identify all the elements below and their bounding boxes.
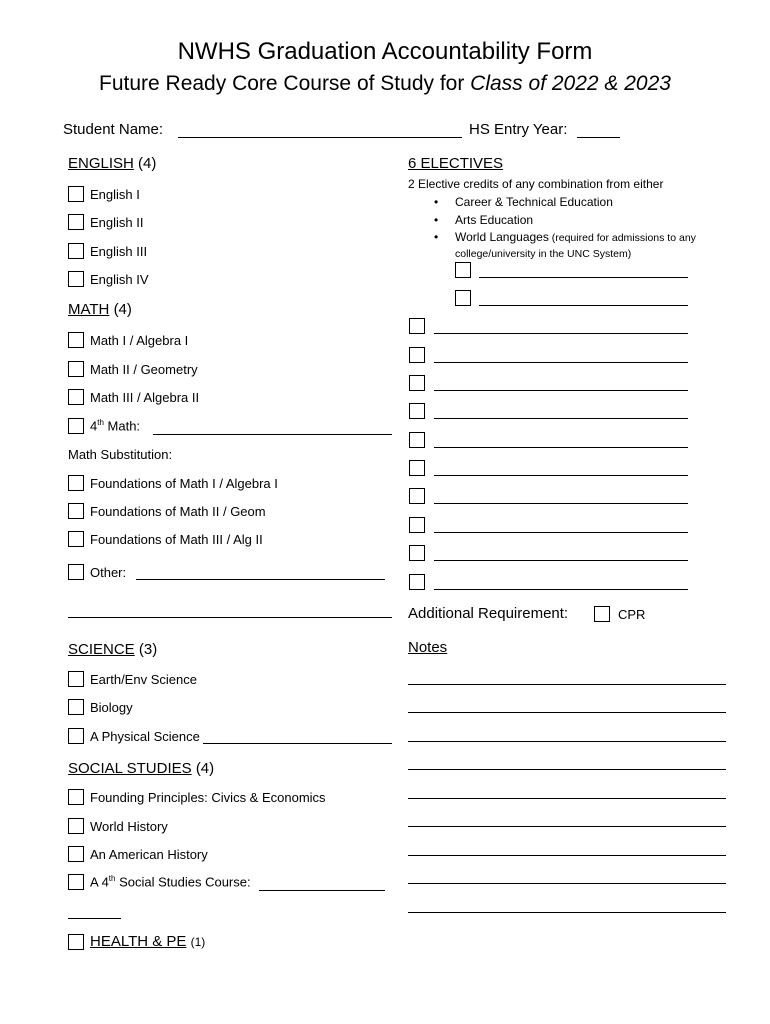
math-item[interactable] [68, 361, 198, 377]
elective-checkbox[interactable] [409, 403, 425, 419]
wl-note-1: (required for admissions to any [548, 232, 696, 244]
cpr-checkbox[interactable] [594, 606, 610, 622]
checkbox[interactable] [68, 361, 84, 377]
checkbox[interactable] [68, 389, 84, 405]
math-item[interactable] [68, 332, 188, 348]
bullet-item [430, 212, 696, 230]
elective-checkbox[interactable] [409, 375, 425, 391]
english-item-label: English III [90, 243, 148, 259]
elective-field[interactable] [434, 333, 688, 334]
checkbox[interactable] [68, 418, 84, 434]
health-pe-count: (1) [190, 934, 206, 949]
student-name-field[interactable] [178, 137, 462, 138]
checkbox[interactable] [68, 332, 84, 348]
notes-line[interactable] [408, 798, 726, 799]
elective-field[interactable] [434, 503, 688, 504]
physical-science-field[interactable] [203, 743, 392, 744]
math-4th-sup: th [97, 418, 104, 428]
math-4th-label [90, 418, 140, 433]
form-title: NWHS Graduation Accountability Form [177, 38, 593, 65]
english-count: (4) [138, 155, 157, 172]
math-4th-item[interactable] [68, 418, 140, 434]
english-item-label: English II [90, 214, 144, 230]
wl-checkbox-2[interactable] [455, 290, 471, 306]
elective-field[interactable] [434, 589, 688, 590]
science-item-label: A Physical Science [90, 728, 200, 744]
science-item-label: Earth/Env Science [90, 671, 197, 687]
subtitle-plain: Future Ready Core Course of Study for [99, 72, 471, 95]
entry-year-field[interactable] [577, 137, 620, 138]
english-heading [68, 155, 156, 172]
bullet-item [430, 229, 696, 247]
math-substitution-label: Foundations of Math III / Alg II [90, 531, 263, 547]
subtitle-class-years: Class of 2022 & 2023 [470, 72, 671, 95]
wl-checkbox-1[interactable] [455, 262, 471, 278]
elective-field[interactable] [434, 362, 688, 363]
health-pe-heading: HEALTH & PE [90, 933, 187, 950]
elective-checkbox[interactable] [409, 347, 425, 363]
checkbox[interactable] [68, 818, 84, 834]
math-4th-suffix: Math: [103, 418, 141, 434]
elective-checkbox[interactable] [409, 545, 425, 561]
social-4th-prefix: A 4 [90, 874, 109, 890]
math-substitution-item[interactable] [68, 475, 278, 491]
social-item-label: An American History [90, 846, 208, 862]
science-item[interactable] [68, 699, 133, 715]
notes-heading: Notes [408, 639, 448, 656]
checkbox[interactable] [68, 214, 84, 230]
elective-field[interactable] [434, 390, 688, 391]
math-count: (4) [113, 301, 132, 318]
math-heading-label: MATH [68, 301, 110, 318]
english-item-label: English IV [90, 271, 149, 287]
elective-field[interactable] [434, 560, 688, 561]
elective-checkbox[interactable] [409, 574, 425, 590]
checkbox[interactable] [68, 934, 84, 950]
notes-line[interactable] [408, 883, 726, 884]
social-item-label: Founding Principles: Civics & Economics [90, 789, 326, 805]
wl-field-1[interactable] [479, 277, 688, 278]
english-item[interactable] [68, 271, 149, 287]
bullet-cte: Career & Technical Education [455, 195, 613, 209]
math-substitution-label: Foundations of Math II / Geom [90, 503, 266, 519]
math-item-label: Math I / Algebra I [90, 332, 189, 348]
social-4th-suffix: Social Studies Course: [115, 874, 251, 890]
social-4th-item[interactable] [68, 874, 251, 890]
cpr-label: CPR [618, 607, 646, 622]
notes-line[interactable] [408, 741, 726, 742]
science-count: (3) [138, 641, 158, 658]
social-4th-label [90, 874, 251, 889]
bullet-arts: Arts Education [455, 212, 534, 227]
checkbox[interactable] [68, 531, 84, 547]
notes-line[interactable] [408, 912, 726, 913]
checkbox[interactable] [68, 271, 84, 287]
checkbox[interactable] [68, 728, 84, 744]
bullet-world-languages: World Languages [455, 230, 549, 244]
math-4th-field[interactable] [153, 434, 392, 435]
wl-field-2[interactable] [479, 305, 688, 306]
wl-note-2: college/university in the UNC System) [455, 248, 632, 260]
math-item-label: Math II / Geometry [90, 361, 198, 377]
math-other-field[interactable] [136, 579, 385, 580]
social-heading [68, 760, 214, 777]
english-item-label: English I [90, 186, 140, 202]
checkbox[interactable] [68, 671, 84, 687]
checkbox[interactable] [68, 564, 84, 580]
science-item[interactable] [68, 728, 200, 744]
checkbox[interactable] [68, 874, 84, 890]
social-4th-field[interactable] [259, 890, 385, 891]
elective-field[interactable] [434, 532, 688, 533]
science-heading [68, 641, 157, 658]
elective-checkbox[interactable] [409, 517, 425, 533]
social-item[interactable] [68, 846, 208, 862]
elective-field[interactable] [434, 447, 688, 448]
checkbox[interactable] [68, 846, 84, 862]
notes-line[interactable] [408, 855, 726, 856]
notes-line[interactable] [408, 826, 726, 827]
checkbox[interactable] [68, 186, 84, 202]
notes-line[interactable] [408, 684, 726, 685]
health-pe-item[interactable] [68, 933, 205, 950]
math-substitution-item[interactable] [68, 503, 266, 519]
checkbox[interactable] [68, 475, 84, 491]
math-item-label: Math III / Algebra II [90, 389, 200, 405]
notes-line[interactable] [408, 769, 726, 770]
math-other-label: Other: [90, 564, 127, 580]
math-heading [68, 301, 132, 318]
math-other-field-2[interactable] [68, 617, 392, 618]
electives-heading: 6 ELECTIVES [408, 155, 504, 172]
english-heading-label: ENGLISH [68, 155, 134, 172]
social-heading-label: SOCIAL STUDIES [68, 760, 192, 777]
science-item-label: Biology [90, 699, 133, 715]
form-subtitle [0, 72, 770, 96]
elective-field[interactable] [434, 475, 688, 476]
science-heading-label: SCIENCE [68, 641, 135, 658]
elective-checkbox[interactable] [409, 318, 425, 334]
social-item-label: World History [90, 818, 168, 834]
bullet-item [430, 194, 696, 212]
math-item[interactable] [68, 389, 199, 405]
additional-requirement-label: Additional Requirement: [408, 605, 569, 622]
english-item[interactable] [68, 214, 143, 230]
elective-checkbox[interactable] [409, 432, 425, 448]
checkbox[interactable] [68, 503, 84, 519]
social-4th-field-2[interactable] [68, 918, 121, 919]
elective-checkbox[interactable] [409, 488, 425, 504]
student-name-label: Student Name: [63, 121, 164, 138]
math-4th-prefix: 4 [90, 418, 98, 434]
social-count: (4) [195, 760, 215, 777]
elective-field[interactable] [434, 418, 688, 419]
social-item[interactable] [68, 789, 326, 805]
social-item[interactable] [68, 818, 168, 834]
math-substitution-item[interactable] [68, 531, 263, 547]
checkbox[interactable] [68, 243, 84, 259]
checkbox[interactable] [68, 789, 84, 805]
notes-line[interactable] [408, 712, 726, 713]
electives-intro: 2 Elective credits of any combination from either [408, 177, 664, 191]
english-item[interactable] [68, 186, 140, 202]
english-item[interactable] [68, 243, 147, 259]
math-substitution-label: Foundations of Math I / Algebra I [90, 475, 278, 491]
checkbox[interactable] [68, 699, 84, 715]
math-other-item[interactable] [68, 564, 126, 580]
science-item[interactable] [68, 671, 197, 687]
entry-year-label: HS Entry Year: [469, 121, 568, 138]
math-substitution-label: Math Substitution: [68, 447, 173, 462]
social-4th-sup: th [108, 874, 116, 884]
elective-checkbox[interactable] [409, 460, 425, 476]
electives-bullet-list [430, 194, 696, 247]
